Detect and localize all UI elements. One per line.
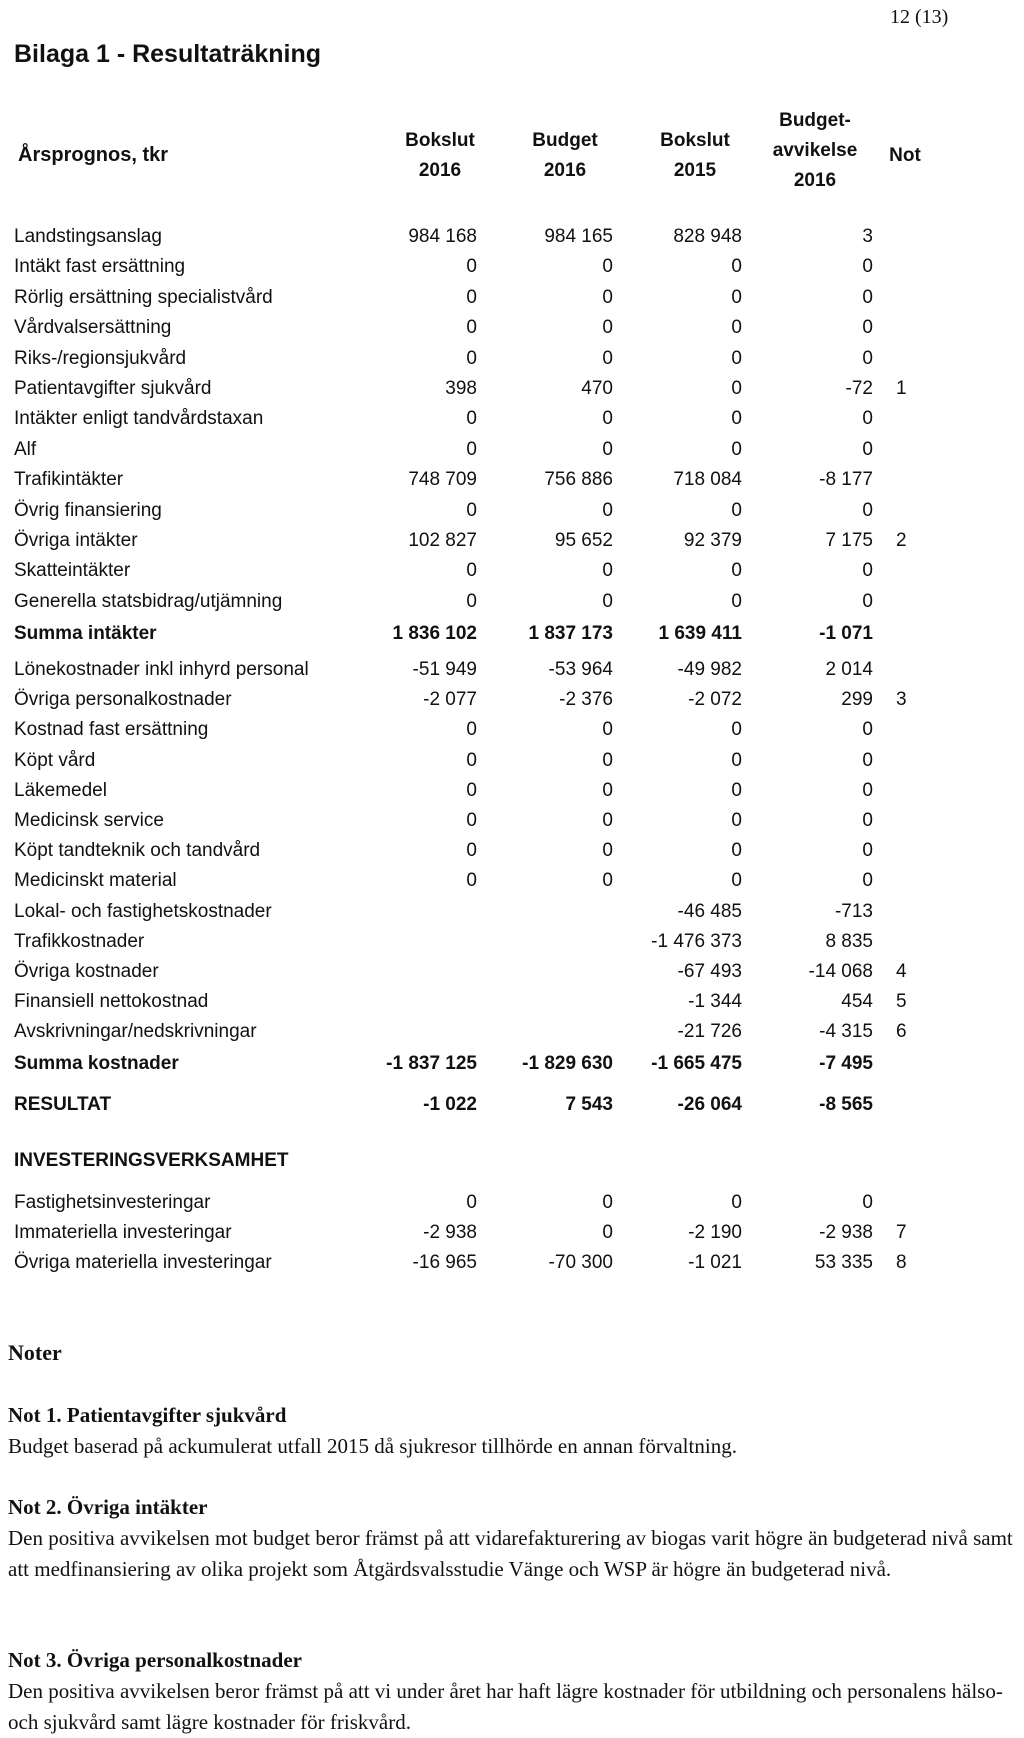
row-label: Medicinskt material xyxy=(14,870,177,892)
value-budget-2016: 0 xyxy=(602,286,613,308)
value-bokslut-2015: -1 344 xyxy=(688,991,742,1013)
value-budget-2016: 95 652 xyxy=(554,530,613,551)
note-ref: 5 xyxy=(896,991,907,1013)
value-bokslut-2016: -51 949 xyxy=(412,659,477,680)
table-row xyxy=(0,556,1024,586)
page-number: 12 (13) xyxy=(890,6,949,28)
value-bokslut-2016: 0 xyxy=(466,408,477,430)
row-label: Avskrivningar/nedskrivningar xyxy=(14,1021,257,1043)
row-label: Vårdvalsersättning xyxy=(14,317,172,339)
table-row xyxy=(0,1017,1024,1047)
value-budgetavvikelse-2016: 0 xyxy=(862,499,873,521)
table-row xyxy=(0,587,1024,617)
table-row xyxy=(0,526,1024,556)
value-bokslut-2016: 0 xyxy=(466,438,477,460)
row-label: Övriga kostnader xyxy=(14,961,159,982)
value-bokslut-2016: -2 938 xyxy=(423,1222,477,1243)
row-label: Trafikkostnader xyxy=(14,930,145,952)
value-budgetavvikelse-2016: 0 xyxy=(862,438,873,460)
value-budgetavvikelse-2016: 0 xyxy=(862,286,873,308)
row-label: Patientavgifter sjukvård xyxy=(14,378,212,399)
value-budget-2016: 0 xyxy=(602,347,613,369)
row-label: Finansiell nettokostnad xyxy=(14,991,209,1013)
note-2-text: Den positiva avvikelsen mot budget beror främst på att vidarefakturering av biogas varit högre än budgeterad nivå samt att medfinansiering av olika projekt som Åtgärdsvalsstudie Vänge och WSP är högre än budgeterad nivå. xyxy=(8,1526,1013,1581)
table-row xyxy=(0,957,1024,987)
note-ref: 6 xyxy=(896,1021,907,1043)
note-1 xyxy=(8,1400,1018,1462)
value-budgetavvikelse-2016: 0 xyxy=(862,590,873,612)
table-row xyxy=(0,344,1024,374)
value-budgetavvikelse-2016: 0 xyxy=(862,810,873,831)
value-bokslut-2016: 984 168 xyxy=(408,226,477,247)
value-bokslut-2016: 102 827 xyxy=(408,530,477,551)
table-row xyxy=(0,655,1024,685)
value-budgetavvikelse-2016: 0 xyxy=(862,749,873,771)
value-bokslut-2015: 0 xyxy=(731,810,742,831)
value-bokslut-2016: 0 xyxy=(466,779,477,801)
row-label: Lokal- och fastighetskostnader xyxy=(14,900,272,922)
note-1-text: Budget baserad på ackumulerat utfall 2015 då sjukresor tillhörde en annan förvaltning. xyxy=(8,1434,737,1458)
note-column-header: Not xyxy=(889,145,921,166)
value-budgetavvikelse-2016: 3 xyxy=(862,226,873,247)
value-budgetavvikelse-2016: 0 xyxy=(862,317,873,339)
value-budgetavvikelse-2016: 0 xyxy=(862,840,873,862)
value-bokslut-2016: -2 077 xyxy=(423,689,477,711)
value-budget-2016: 0 xyxy=(602,438,613,460)
table-row xyxy=(0,313,1024,343)
value-bokslut-2015: 1 639 411 xyxy=(658,623,742,644)
value-bokslut-2015: -2 190 xyxy=(688,1222,742,1243)
row-label: Summa intäkter xyxy=(14,623,157,644)
table-row xyxy=(0,1248,1024,1278)
value-budget-2016: 0 xyxy=(602,810,613,831)
note-ref: 7 xyxy=(896,1222,907,1243)
value-bokslut-2015: 0 xyxy=(731,590,742,612)
value-bokslut-2016: 0 xyxy=(466,256,477,278)
row-label: Medicinsk service xyxy=(14,810,164,831)
value-budget-2016: 0 xyxy=(602,1222,613,1243)
value-budgetavvikelse-2016: 0 xyxy=(862,1192,873,1213)
value-bokslut-2015: 92 379 xyxy=(683,530,742,551)
row-label: Köpt tandteknik och tandvård xyxy=(14,840,261,862)
table-row xyxy=(0,404,1024,434)
value-bokslut-2016: 0 xyxy=(466,286,477,308)
value-budget-2016: 0 xyxy=(602,840,613,862)
value-budgetavvikelse-2016: -713 xyxy=(834,900,873,922)
value-budget-2016: 1 837 173 xyxy=(528,623,613,644)
value-budgetavvikelse-2016: 0 xyxy=(862,870,873,892)
value-bokslut-2016: -16 965 xyxy=(412,1252,477,1273)
value-budgetavvikelse-2016: 0 xyxy=(862,408,873,430)
note-2-title: Not 2. Övriga intäkter xyxy=(8,1495,208,1519)
table-row xyxy=(0,619,1024,649)
document-title: Bilaga 1 - Resultaträkning xyxy=(14,40,322,68)
row-label: RESULTAT xyxy=(14,1094,112,1115)
value-bokslut-2016: -1 022 xyxy=(423,1094,477,1115)
row-label: Köpt vård xyxy=(14,749,96,771)
value-bokslut-2015: 0 xyxy=(731,256,742,278)
value-bokslut-2016: 0 xyxy=(466,560,477,582)
table-row xyxy=(0,836,1024,866)
table-row xyxy=(0,927,1024,957)
table-row xyxy=(0,435,1024,465)
value-budget-2016: 756 886 xyxy=(544,469,613,491)
row-label: Övriga materiella investeringar xyxy=(14,1252,272,1273)
value-bokslut-2015: 0 xyxy=(731,347,742,369)
value-bokslut-2016: 1 836 102 xyxy=(392,623,477,644)
value-bokslut-2016: 0 xyxy=(466,749,477,771)
value-budget-2016: 0 xyxy=(602,560,613,582)
value-bokslut-2015: 0 xyxy=(731,499,742,521)
value-bokslut-2016: 0 xyxy=(466,499,477,521)
value-budgetavvikelse-2016: 7 175 xyxy=(825,530,873,551)
value-bokslut-2015: -1 021 xyxy=(688,1252,742,1273)
value-bokslut-2015: -2 072 xyxy=(688,689,742,711)
value-bokslut-2016: 0 xyxy=(466,590,477,612)
table-row xyxy=(0,496,1024,526)
note-ref: 8 xyxy=(896,1252,907,1273)
note-3-title: Not 3. Övriga personalkostnader xyxy=(8,1648,302,1672)
value-bokslut-2015: 0 xyxy=(731,779,742,801)
value-budgetavvikelse-2016: 53 335 xyxy=(814,1252,873,1273)
table-row xyxy=(0,897,1024,927)
value-budgetavvikelse-2016: 0 xyxy=(862,347,873,369)
table-row xyxy=(0,222,1024,252)
value-bokslut-2016: 398 xyxy=(445,378,477,399)
table-row xyxy=(0,715,1024,745)
table-row xyxy=(0,866,1024,896)
value-bokslut-2016: 0 xyxy=(466,1192,477,1213)
table-row xyxy=(0,252,1024,282)
value-bokslut-2016: 0 xyxy=(466,840,477,862)
table-row xyxy=(0,1090,1024,1120)
value-budget-2016: 0 xyxy=(602,749,613,771)
value-bokslut-2015: 0 xyxy=(731,870,742,892)
row-label: Fastighetsinvesteringar xyxy=(14,1192,211,1213)
value-budget-2016: -1 829 630 xyxy=(522,1053,613,1074)
value-bokslut-2016: 0 xyxy=(466,810,477,831)
value-budget-2016: 0 xyxy=(602,590,613,612)
row-label: Summa kostnader xyxy=(14,1053,179,1074)
value-bokslut-2016: 748 709 xyxy=(408,469,477,491)
table-row xyxy=(0,1049,1024,1079)
value-budget-2016: 7 543 xyxy=(565,1094,613,1115)
table-row xyxy=(0,283,1024,313)
value-bokslut-2015: -67 493 xyxy=(677,961,742,982)
value-budgetavvikelse-2016: 0 xyxy=(862,719,873,741)
value-budgetavvikelse-2016: -2 938 xyxy=(819,1222,873,1243)
table-row xyxy=(0,806,1024,836)
value-budgetavvikelse-2016: 0 xyxy=(862,256,873,278)
value-bokslut-2015: 828 948 xyxy=(673,226,742,247)
value-bokslut-2015: 0 xyxy=(731,378,742,399)
value-bokslut-2015: 0 xyxy=(731,438,742,460)
value-bokslut-2016: 0 xyxy=(466,317,477,339)
value-budgetavvikelse-2016: 299 xyxy=(841,689,873,711)
note-ref: 4 xyxy=(896,961,907,982)
column-header-budgetavvikelse-2016: Budget- avvikelse 2016 xyxy=(772,110,858,191)
note-ref: 1 xyxy=(896,378,907,399)
row-label: Trafikintäkter xyxy=(14,469,124,491)
value-budgetavvikelse-2016: 454 xyxy=(841,991,873,1013)
value-budgetavvikelse-2016: -72 xyxy=(845,378,873,399)
table-row xyxy=(0,776,1024,806)
row-label: Rörlig ersättning specialistvård xyxy=(14,286,273,308)
value-bokslut-2015: 0 xyxy=(731,749,742,771)
row-label: Lönekostnader inkl inhyrd personal xyxy=(14,659,309,680)
value-bokslut-2015: -26 064 xyxy=(677,1094,742,1115)
value-budgetavvikelse-2016: -8 177 xyxy=(819,469,873,491)
value-budget-2016: 0 xyxy=(602,408,613,430)
value-budget-2016: 984 165 xyxy=(544,226,613,247)
value-bokslut-2015: -1 476 373 xyxy=(651,930,742,952)
value-budget-2016: -2 376 xyxy=(559,689,613,711)
value-bokslut-2016: 0 xyxy=(466,870,477,892)
value-budget-2016: 0 xyxy=(602,256,613,278)
row-label: Intäkt fast ersättning xyxy=(14,256,186,278)
value-bokslut-2015: 0 xyxy=(731,840,742,862)
investment-section-title: INVESTERINGSVERKSAMHET xyxy=(14,1150,289,1171)
value-budgetavvikelse-2016: 0 xyxy=(862,560,873,582)
column-header-bokslut-2015: Bokslut 2015 xyxy=(660,130,730,181)
note-3-text: Den positiva avvikelsen beror främst på att vi under året har haft lägre kostnader för utbildning och personalens hälso- och sjukvård samt lägre kostnader för friskvård. xyxy=(8,1679,1003,1734)
row-label: Skatteintäkter xyxy=(14,560,131,582)
note-3 xyxy=(8,1645,1018,1738)
table-row xyxy=(0,1218,1024,1248)
value-bokslut-2015: 718 084 xyxy=(673,469,742,491)
value-budget-2016: 0 xyxy=(602,499,613,521)
value-budgetavvikelse-2016: -4 315 xyxy=(819,1021,873,1043)
column-header-bokslut-2016: Bokslut 2016 xyxy=(405,130,475,181)
value-bokslut-2015: 0 xyxy=(731,408,742,430)
row-label: Övrig finansiering xyxy=(14,499,162,521)
row-label: Landstingsanslag xyxy=(14,226,162,247)
note-ref: 2 xyxy=(896,530,907,551)
value-budgetavvikelse-2016: 0 xyxy=(862,779,873,801)
note-1-title: Not 1. Patientavgifter sjukvård xyxy=(8,1403,287,1427)
value-bokslut-2015: 0 xyxy=(731,719,742,741)
value-budget-2016: 0 xyxy=(602,870,613,892)
value-bokslut-2015: 0 xyxy=(731,286,742,308)
value-budget-2016: 0 xyxy=(602,317,613,339)
value-bokslut-2015: -21 726 xyxy=(677,1021,742,1043)
row-label: Immateriella investeringar xyxy=(14,1222,232,1243)
value-bokslut-2015: 0 xyxy=(731,560,742,582)
value-budgetavvikelse-2016: 2 014 xyxy=(825,659,873,680)
row-label: Läkemedel xyxy=(14,779,107,801)
label-column-header: Årsprognos, tkr xyxy=(18,144,169,166)
value-budget-2016: -70 300 xyxy=(548,1252,613,1273)
row-label: Riks-/regionsjukvård xyxy=(14,347,187,369)
row-label: Kostnad fast ersättning xyxy=(14,719,209,741)
table-row xyxy=(0,1188,1024,1218)
table-row xyxy=(0,987,1024,1017)
value-budgetavvikelse-2016: -1 071 xyxy=(819,623,873,644)
column-header-budget-2016: Budget 2016 xyxy=(532,130,598,181)
table-row xyxy=(0,746,1024,776)
value-bokslut-2016: 0 xyxy=(466,347,477,369)
row-label: Övriga intäkter xyxy=(14,530,138,551)
value-budget-2016: 0 xyxy=(602,719,613,741)
value-budget-2016: -53 964 xyxy=(548,659,613,680)
value-bokslut-2016: 0 xyxy=(466,719,477,741)
note-2 xyxy=(8,1492,1018,1585)
value-bokslut-2016: -1 837 125 xyxy=(386,1053,477,1074)
value-budgetavvikelse-2016: -8 565 xyxy=(819,1094,873,1115)
value-bokslut-2015: -46 485 xyxy=(677,900,742,922)
row-label: Intäkter enligt tandvårdstaxan xyxy=(14,408,264,430)
table-row xyxy=(0,465,1024,495)
value-budgetavvikelse-2016: -14 068 xyxy=(808,961,873,982)
value-budgetavvikelse-2016: 8 835 xyxy=(825,930,873,952)
value-bokslut-2015: 0 xyxy=(731,317,742,339)
value-bokslut-2015: -1 665 475 xyxy=(651,1053,742,1074)
row-label: Generella statsbidrag/utjämning xyxy=(14,590,283,612)
value-budget-2016: 0 xyxy=(602,779,613,801)
note-ref: 3 xyxy=(896,689,907,711)
table-row xyxy=(0,685,1024,715)
value-budget-2016: 470 xyxy=(581,378,613,399)
value-bokslut-2015: 0 xyxy=(731,1192,742,1213)
notes-heading: Noter xyxy=(8,1340,62,1365)
value-budgetavvikelse-2016: -7 495 xyxy=(819,1053,873,1074)
row-label: Alf xyxy=(14,438,37,460)
value-bokslut-2015: -49 982 xyxy=(677,659,742,680)
table-row xyxy=(0,374,1024,404)
value-budget-2016: 0 xyxy=(602,1192,613,1213)
row-label: Övriga personalkostnader xyxy=(14,689,232,711)
